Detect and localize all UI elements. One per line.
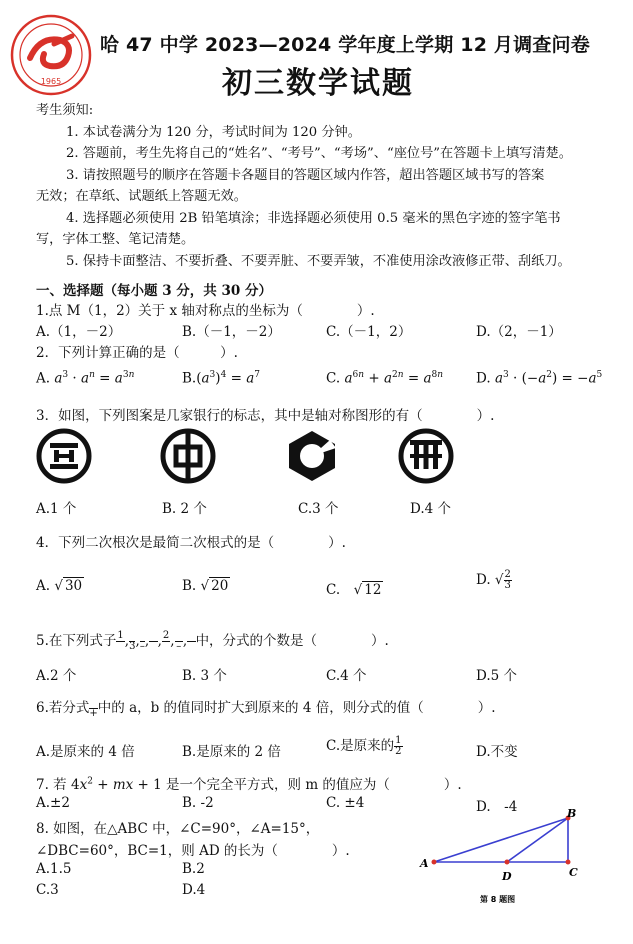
instruction-item: 4. 选择题必须使用 2B 铅笔填涂；非选择题必须使用 0.5 毫米的黑色字迹的签字笔书 <box>66 210 561 226</box>
question-7-option-d: D. -4 <box>476 799 518 815</box>
question-8-stem-line1: 8. 如图，在△ABC 中，∠C=90°，∠A=15°， <box>36 821 320 837</box>
vertex-label-c: C <box>569 866 578 879</box>
question-5-option-b: B. 3 个 <box>182 668 227 684</box>
question-5-option-a: A.2 个 <box>36 668 77 684</box>
question-1-stem: 1.点 M（1，2）关于 x 轴对称点的坐标为（ ）. <box>36 303 375 319</box>
question-2-option-d: D. $a^3 \cdot (-a^2) = -a^5$ <box>476 370 603 387</box>
question-1-option-c: C.（－1，2） <box>326 324 412 340</box>
instruction-item: 无效；在草纸、试题纸上答题无效。 <box>36 189 247 204</box>
question-6-option-a: A.是原来的 4 倍 <box>36 744 135 760</box>
question-1-option-a: A.（1，－2） <box>36 324 122 340</box>
instruction-item: 2. 答题前，考生先将自己的“姓名”、“考号”、“考场”、“座位号”在答题卡上填写清楚。 <box>66 146 572 161</box>
question-8-option-c: C.3 <box>36 882 59 898</box>
question-5-stem: 5.在下列式子 1 , 3 , – , , 2 , – , 中，分式的个数是（ ）. <box>36 630 389 652</box>
question-7-stem: 7. 若 $4x^2$ + mx + 1 是一个完全平方式，则 m 的值应为（ ）. <box>36 776 462 793</box>
bank-logo-3-icon <box>284 428 340 488</box>
question-3-option-c: C.3 个 <box>298 501 339 517</box>
bank-logo-1-icon <box>36 428 92 488</box>
vertex-label-d: D <box>502 870 512 883</box>
question-7-option-a: A.±2 <box>36 795 70 811</box>
vertex-label-a: A <box>420 857 429 870</box>
instructions-heading: 考生须知: <box>36 103 94 118</box>
section-title: 一、选择题（每小题 3 分，共 30 分） <box>36 283 272 299</box>
exam-instructions <box>36 100 606 272</box>
question-7-option-b: B. -2 <box>182 795 214 811</box>
question-1-option-d: D.（2，－1） <box>476 324 562 340</box>
question-4-option-a: A. √ 30 <box>36 578 83 594</box>
instruction-item: 1. 本试卷满分为 120 分，考试时间为 120 分钟。 <box>66 124 361 140</box>
question-6-stem: 6.若分式 + 中的 a，b 的值同时扩大到原来的 4 倍，则分式的值（ ）. <box>36 700 496 719</box>
question-1-option-b: B.（－1，－2） <box>182 324 281 340</box>
question-4-option-c: C. √ 12 <box>326 582 382 598</box>
question-2-stem: 2．下列计算正确的是（ ）. <box>36 345 238 361</box>
question-8-stem-line2: ∠DBC=60°，BC=1，则 AD 的长为（ ）. <box>36 843 350 859</box>
svg-text:1965: 1965 <box>40 77 62 86</box>
question-4-stem: 4．下列二次根次是最简二次根式的是（ ）. <box>36 535 346 551</box>
question-2-option-a: A. $a^3 \cdot a^n = a^{3n}$ <box>36 370 135 387</box>
question-6-option-b: B.是原来的 2 倍 <box>182 744 281 760</box>
question-6-option-c: C.是原来的 $\frac{1}{2}$ <box>326 735 402 757</box>
vertex-label-b: B <box>567 807 577 820</box>
question-4-option-b: B. √ 20 <box>182 578 229 594</box>
question-5-option-d: D.5 个 <box>476 668 518 684</box>
question-3-option-d: D.4 个 <box>410 501 452 517</box>
question-8-option-d: D.4 <box>182 882 206 898</box>
question-2-option-c: C. $a^{6n} + a^{2n} = a^{8n}$ <box>326 370 444 387</box>
question-3-stem: 3．如图，下列图案是几家银行的标志，其中是轴对称图形的有（ ）. <box>36 408 495 424</box>
question-8-triangle-figure <box>412 806 592 910</box>
school-logo <box>10 14 92 96</box>
instruction-item: 3. 请按照题号的顺序在答题卡各题目的答题区域内作答，超出答题区域书写的答案 <box>66 167 545 183</box>
question-5-option-c: C.4 个 <box>326 668 367 684</box>
exam-subject-title: 初三数学试题 <box>222 66 414 101</box>
question-7-option-c: C. ±4 <box>326 795 365 811</box>
question-4-option-d: D. √ $\frac{2}{3}$ <box>476 569 511 591</box>
question-3-option-b: B. 2 个 <box>162 501 207 517</box>
question-8-option-b: B.2 <box>182 861 205 877</box>
bank-logo-2-icon <box>160 428 216 488</box>
question-3-option-a: A.1 个 <box>36 501 77 517</box>
figure-caption: 第 8 题图 <box>480 895 516 904</box>
question-2-option-b: $B.(a^3)^4 = a^7$ <box>182 370 260 387</box>
question-6-option-d: D.不变 <box>476 744 518 760</box>
instruction-item: 写，字体工整、笔记清楚。 <box>36 232 195 247</box>
bank-logo-4-icon <box>398 428 454 488</box>
exam-header-title: 哈 47 中学 2023—2024 学年度上学期 12 月调查问卷 <box>100 34 590 56</box>
instruction-item: 5. 保持卡面整洁、不要折叠、不要弄脏、不要弄皱，不准使用涂改液修正带、刮纸刀。 <box>66 253 571 269</box>
question-8-option-a: A.1.5 <box>36 861 72 877</box>
